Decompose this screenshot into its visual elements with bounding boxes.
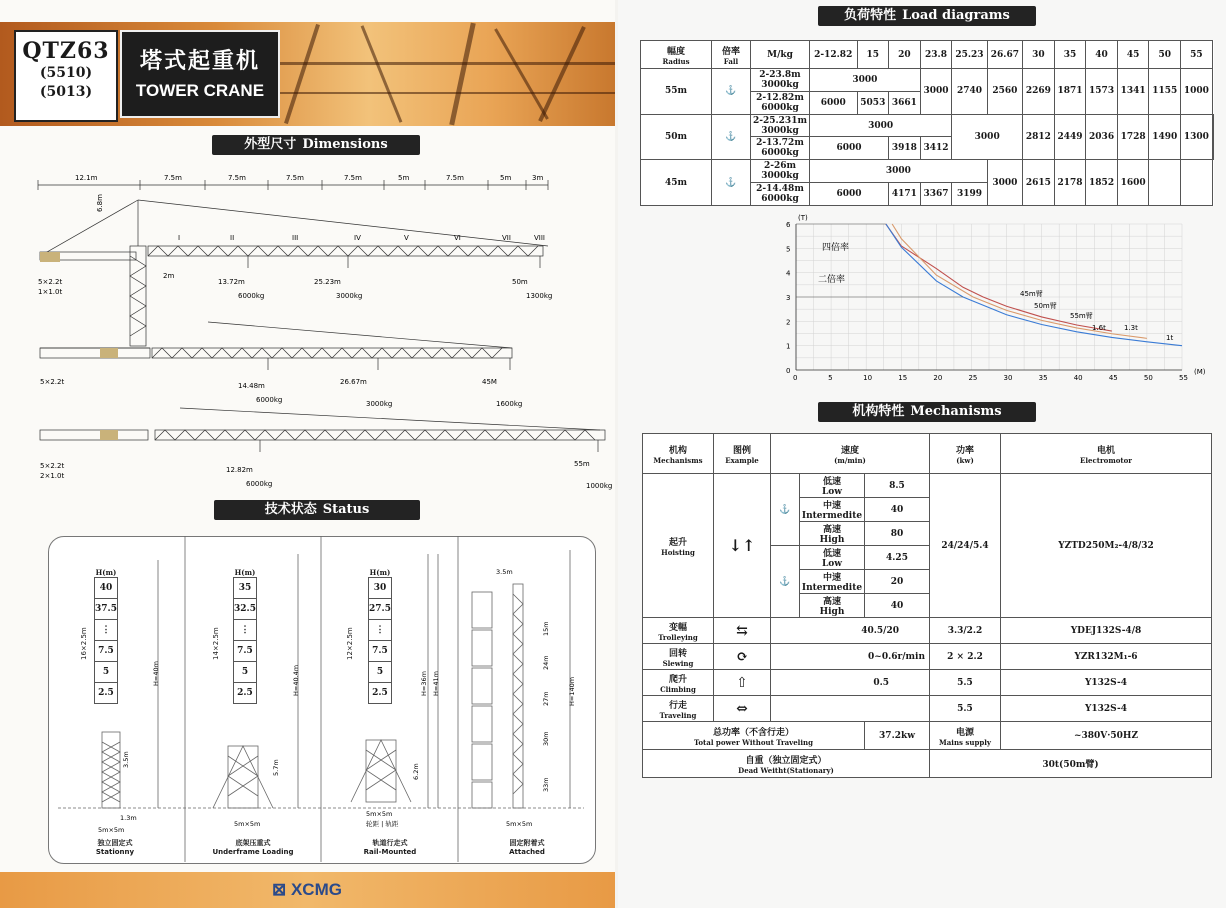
status-label-4-en: Attached — [509, 848, 545, 856]
lh-c2: 20 — [889, 41, 921, 69]
x-tick-label: 40 — [1073, 374, 1083, 382]
r45-c3: 3199 — [952, 183, 987, 206]
r55-b2: 6000kg — [761, 102, 799, 113]
jib45-ballast2: 2×1.0t — [40, 472, 65, 480]
y-tick-label: 1 — [786, 342, 791, 351]
hoist-en: Hoisting — [661, 547, 695, 557]
climb-speed: 0.5 — [771, 670, 930, 696]
status-label-4-cn: 固定附着式 — [509, 839, 545, 847]
s2v3: 7.5 — [234, 641, 257, 662]
s1v4: 5 — [95, 662, 118, 683]
travel-cn: 行走 — [668, 700, 687, 711]
status-header-en: Status — [322, 502, 370, 517]
status-col3-base: 5m×5m — [366, 810, 393, 818]
lh-f-cn: 倍率 — [721, 46, 740, 57]
lh-r-en: Radius — [662, 56, 690, 66]
total-v: 37.2kw — [865, 722, 930, 750]
weight-cn: 自重（独立固定式） — [745, 755, 827, 766]
sp3-v: 4.25 — [865, 546, 930, 570]
slew-motor: YZR132M₁-6 — [1001, 644, 1212, 670]
y-tick-label: 3 — [786, 294, 791, 302]
y-tick-label: 5 — [786, 245, 791, 254]
model-variant-1: (5510) — [39, 65, 93, 81]
status-col3-h2: H=41m — [432, 671, 440, 696]
lh-r-cn: 幅度 — [666, 46, 685, 57]
dimensions-drawing — [0, 160, 615, 500]
status-col4-top: 3.5m — [496, 568, 513, 576]
sp2-v: 80 — [865, 522, 930, 546]
status-col4-seg1: 15m — [542, 621, 550, 636]
s3v3: 7.5 — [369, 641, 392, 662]
x-tick-label: 30 — [1003, 374, 1013, 382]
s3v0: 30 — [369, 578, 392, 599]
fall-icon-hook: ⚓ — [712, 69, 751, 115]
s1v5: 2.5 — [95, 683, 118, 704]
y-tick-label: 4 — [786, 269, 791, 278]
fall-icon-hook: ⚓ — [712, 160, 751, 206]
r50-b: 2-13.72m — [756, 138, 804, 149]
mh-pw-en: (kw) — [956, 455, 974, 465]
title-cn: 塔式起重机 — [139, 49, 260, 74]
status-col3-side: 12×2.5m — [346, 627, 354, 660]
status-label-2 — [185, 838, 321, 856]
status-label-2-en: Underframe Loading — [212, 848, 294, 856]
x-tick-label: 20 — [933, 374, 943, 382]
jib45-pt1kg: 6000kg — [246, 480, 273, 488]
load-chart — [770, 212, 1220, 392]
slew-en: Slewing — [662, 658, 694, 668]
status-col1-below: 1.3m — [120, 814, 137, 822]
model-badge — [14, 30, 118, 122]
lh-mk: M/kg — [751, 41, 810, 69]
roman-4: IV — [354, 234, 361, 242]
status-col1-hm: H(m) — [95, 568, 117, 577]
annot-1-6t: 1.6t — [1092, 324, 1106, 332]
r50-c1: 3918 — [889, 137, 921, 160]
x-tick-label: 15 — [898, 374, 908, 382]
roman-3: III — [292, 234, 299, 242]
r55-t0: 3000 — [920, 69, 952, 115]
status-col4-seg4: 30m — [542, 731, 550, 746]
mech-table — [642, 433, 1212, 778]
annot-50m: 50m臂 — [1034, 302, 1057, 310]
r45-c2: 3367 — [920, 183, 952, 206]
status-col3-hm: H(m) — [369, 568, 391, 577]
sp1-v: 40 — [865, 498, 930, 522]
r55-a: 2-23.8m — [759, 69, 801, 80]
r45-t2: 2178 — [1054, 160, 1086, 206]
status-header-cn: 技术状态 — [264, 502, 317, 517]
x-tick-label: 10 — [863, 374, 873, 382]
jib55-pt3kg: 1300kg — [526, 292, 553, 300]
dimensions-header-cn: 外型尺寸 — [244, 137, 297, 152]
brand-logo-text: XCMG — [290, 880, 342, 899]
status-col3-gauge: 轮距 | 轨距 — [366, 820, 399, 828]
r55-a2: 3000kg — [761, 79, 799, 90]
dimensions-header — [212, 135, 420, 155]
trolley-icon: ⇆ — [714, 618, 771, 644]
span-3: 7.5m — [228, 174, 246, 182]
r50-t0: 3000 — [952, 114, 1023, 160]
sup-v: ~380V·50HZ — [1001, 722, 1212, 750]
slew-speed: 0~0.6r/min — [771, 644, 930, 670]
s2v0: 35 — [234, 578, 257, 599]
status-col4-seg2: 24m — [542, 655, 550, 670]
x-tick-label: 0 — [793, 374, 798, 382]
hoist-motor: YZTD250M₂-4/8/32 — [1001, 474, 1212, 618]
chart-xlabel: (M) — [1194, 368, 1206, 376]
r55-c1: 5053 — [857, 91, 889, 114]
lh-c11: 55 — [1181, 41, 1213, 69]
r50-t2: 2449 — [1054, 114, 1086, 160]
r45-t3: 1852 — [1086, 160, 1118, 206]
r45-3000: 3000 — [810, 160, 988, 183]
span-1: 12.1m — [75, 174, 98, 182]
x-tick-label: 25 — [968, 374, 978, 382]
troll-cn: 变幅 — [668, 622, 687, 633]
hook-icon: ⚓ — [771, 474, 800, 546]
r50-t1: 2812 — [1023, 114, 1055, 160]
troll-motor: YDEJ132S-4/8 — [1001, 618, 1212, 644]
status-col4-h: H=140m — [568, 676, 576, 706]
span-5: 7.5m — [344, 174, 362, 182]
travel-icon: ⇔ — [714, 696, 771, 722]
jib55-pt1: 13.72m — [218, 278, 245, 286]
status-col4-seg3: 27m — [542, 691, 550, 706]
hoist-cn: 起升 — [668, 537, 687, 548]
jib45-pt3: 55m — [574, 460, 590, 468]
r55-c2: 3661 — [889, 91, 921, 114]
annot-1t: 1t — [1166, 334, 1174, 342]
s2v1: 32.5 — [234, 599, 257, 620]
mh-en: Mechanisms — [653, 455, 703, 465]
sp4-cn: 中速 — [822, 573, 841, 583]
r50-3000: 3000 — [810, 114, 952, 137]
s3v2: ⋮ — [369, 620, 392, 641]
r45-c1: 4171 — [889, 183, 921, 206]
load-header — [818, 6, 1036, 26]
r45-a2: 3000kg — [761, 171, 799, 182]
sp5-v: 40 — [865, 594, 930, 618]
row-55m: 55m — [641, 69, 712, 115]
r50-t5: 1490 — [1149, 114, 1181, 160]
lh-c10: 50 — [1149, 41, 1181, 69]
roman-2: II — [230, 234, 235, 242]
r45-t1: 2615 — [1023, 160, 1055, 206]
troll-power: 3.3/2.2 — [930, 618, 1001, 644]
status-col3-seg: 6.2m — [412, 763, 420, 780]
dimensions-header-en: Dimensions — [302, 137, 388, 152]
roman-8: VIII — [534, 234, 545, 242]
r50-t4: 1728 — [1117, 114, 1149, 160]
s1v3: 7.5 — [95, 641, 118, 662]
r55-6000: 6000 — [810, 91, 858, 114]
r50-6000: 6000 — [810, 137, 889, 160]
r45-t0: 3000 — [987, 160, 1022, 206]
fall-icon-hook: ⚓ — [712, 114, 751, 160]
span-8: 5m — [500, 174, 512, 182]
lh-c8: 40 — [1086, 41, 1118, 69]
jib50-pt2: 26.67m — [340, 378, 367, 386]
r55-3000: 3000 — [810, 69, 921, 92]
weight-v: 30t(50m臂) — [930, 750, 1212, 778]
r50-b2: 6000kg — [761, 148, 799, 159]
status-label-1-en: Stationny — [95, 848, 135, 856]
status-col3-h: H=36m — [420, 671, 428, 696]
mech-header-en: Mechanisms — [910, 404, 1002, 419]
status-col2-base: 5m×5m — [234, 820, 261, 828]
load-table — [640, 40, 1214, 206]
annot-45m: 45m臂 — [1020, 290, 1043, 298]
climb-icon: ⇧ — [714, 670, 771, 696]
r45-b: 2-14.48m — [756, 184, 804, 195]
jib45-pt3kg: 1000kg — [586, 482, 613, 490]
sp1-cn: 中速 — [822, 501, 841, 511]
status-col2-h: H=40.4m — [292, 664, 300, 696]
mech-header — [818, 402, 1036, 422]
s2v5: 2.5 — [234, 683, 257, 704]
slew-cn: 回转 — [668, 648, 687, 659]
travel-en: Traveling — [659, 710, 697, 720]
sp3-cn: 低速 — [822, 549, 841, 559]
sp0-en: Low — [821, 487, 843, 497]
roman-1: I — [178, 234, 181, 242]
mh-pw-cn: 功率 — [955, 445, 974, 456]
status-col1-side: 16×2.5m — [80, 627, 88, 660]
status-col2-hm: H(m) — [234, 568, 256, 577]
lh-c1: 15 — [857, 41, 889, 69]
hoist-power: 24/24/5.4 — [930, 474, 1001, 618]
sp1-en: Intermedite — [801, 511, 863, 521]
jib50-pt3kg: 1600kg — [496, 400, 523, 408]
r55-t7: 1155 — [1149, 69, 1181, 115]
annot-4fall: 四倍率 — [822, 243, 850, 253]
jib55-height: 6.8m — [96, 194, 104, 212]
s3v4: 5 — [369, 662, 392, 683]
status-label-1-cn: 独立固定式 — [97, 839, 133, 847]
mh-mo-en: Electromotor — [1080, 455, 1132, 465]
r55-t6: 1341 — [1117, 69, 1149, 115]
r50-a: 2-25.231m — [753, 115, 807, 126]
r55-t4: 1871 — [1054, 69, 1086, 115]
slew-power: 2 × 2.2 — [930, 644, 1001, 670]
r55-t5: 1573 — [1086, 69, 1118, 115]
title-en: TOWER CRANE — [135, 81, 265, 100]
r45-b2: 6000kg — [761, 194, 799, 205]
sp4-v: 20 — [865, 570, 930, 594]
status-col1-base: 5m×5m — [98, 826, 125, 834]
r55-t8: 1000 — [1181, 69, 1213, 115]
sp0-cn: 低速 — [822, 477, 841, 487]
lh-c0: 2-12.82 — [810, 41, 858, 69]
troll-speed: 40.5/20 — [771, 618, 930, 644]
jib50-ballast: 5×2.2t — [40, 378, 65, 386]
climb-en: Climbing — [660, 684, 696, 694]
s3v1: 27.5 — [369, 599, 392, 620]
jib50-pt1kg: 6000kg — [256, 396, 283, 404]
mh-ex-en: Example — [725, 455, 759, 465]
y-tick-label: 6 — [786, 221, 791, 229]
annot-55m: 55m臂 — [1070, 312, 1093, 320]
jib50-pt1: 14.48m — [238, 382, 265, 390]
status-label-3-cn: 轨道行走式 — [372, 839, 408, 847]
x-tick-label: 45 — [1108, 374, 1118, 382]
weight-en: Dead Weitht(Stationary) — [738, 765, 834, 775]
r50-c2: 3412 — [920, 137, 952, 160]
sp4-en: Intermedite — [801, 583, 863, 593]
brand-logo: ⊠ XCMG — [272, 880, 342, 899]
s2v2: ⋮ — [234, 620, 257, 641]
status-label-1 — [60, 838, 170, 856]
r50-t3: 2036 — [1086, 114, 1118, 160]
travel-motor: Y132S-4 — [1001, 696, 1212, 722]
status-drawing — [48, 536, 594, 862]
mh-sp-en: (m/min) — [834, 455, 866, 465]
jib55-pt1kg: 6000kg — [238, 292, 265, 300]
sp0-v: 8.5 — [865, 474, 930, 498]
lh-f-en: Fall — [723, 56, 739, 66]
r45-6000: 6000 — [810, 183, 889, 206]
jib55-offset: 2m — [163, 272, 175, 280]
sp3-en: Low — [821, 559, 843, 569]
climb-power: 5.5 — [930, 670, 1001, 696]
mh-cn: 机构 — [668, 445, 687, 456]
sp5-en: High — [819, 607, 845, 617]
status-col4-base: 5m×5m — [506, 820, 533, 828]
s3v5: 2.5 — [369, 683, 392, 704]
span-9: 3m — [532, 174, 544, 182]
climb-cn: 爬升 — [668, 674, 687, 685]
status-label-3-en: Rail-Mounted — [363, 848, 417, 856]
span-7: 7.5m — [446, 174, 464, 182]
troll-en: Trolleying — [658, 632, 698, 642]
mh-mo-cn: 电机 — [1096, 445, 1115, 456]
r50-a2: 3000kg — [761, 125, 799, 136]
climb-motor: Y132S-4 — [1001, 670, 1212, 696]
lh-c7: 35 — [1054, 41, 1086, 69]
jib45-pt1: 12.82m — [226, 466, 253, 474]
total-en: Total power Without Traveling — [693, 737, 813, 747]
span-2: 7.5m — [164, 174, 182, 182]
jib55-ballast: 5×2.2t — [38, 278, 63, 286]
status-header — [214, 500, 420, 520]
r45-t4: 1600 — [1117, 160, 1149, 206]
s1v0: 40 — [95, 578, 118, 599]
roman-6: VI — [454, 234, 461, 242]
y-tick-label: 0 — [786, 367, 791, 375]
status-col2-seg: 5.7m — [272, 759, 280, 776]
row-50m: 50m — [641, 114, 712, 160]
hook-icon: ⚓ — [771, 546, 800, 618]
sup-en: Mains supply — [939, 737, 991, 747]
s2v4: 5 — [234, 662, 257, 683]
annot-2fall: 二倍率 — [818, 275, 846, 285]
r55-b: 2-12.82m — [756, 92, 804, 103]
x-tick-label: 55 — [1179, 374, 1188, 382]
model-variant-2: (5013) — [39, 84, 93, 100]
status-label-4 — [460, 838, 594, 856]
jib55-ballast2: 1×1.0t — [38, 288, 63, 296]
lh-c6: 30 — [1023, 41, 1055, 69]
load-header-en: Load diagrams — [902, 8, 1010, 23]
roman-5: V — [404, 234, 409, 242]
sup-cn: 电源 — [955, 727, 974, 738]
sp2-cn: 高速 — [822, 525, 841, 535]
slew-icon: ⟳ — [714, 644, 771, 670]
r55-t1: 2740 — [952, 69, 987, 115]
status-col2-table — [233, 568, 257, 704]
jib55-pt2kg: 3000kg — [336, 292, 363, 300]
jib55-pt2: 25.23m — [314, 278, 341, 286]
status-label-2-cn: 底架压重式 — [235, 839, 271, 847]
lh-c4: 25.23 — [952, 41, 987, 69]
r55-t2: 2560 — [987, 69, 1022, 115]
r55-t3: 2269 — [1023, 69, 1055, 115]
jib55-pt3: 50m — [512, 278, 528, 286]
travel-power: 5.5 — [930, 696, 1001, 722]
status-col1-table — [94, 568, 118, 704]
x-tick-label: 5 — [828, 374, 833, 382]
mh-ex-cn: 图例 — [732, 445, 751, 456]
hoist-arrows-icon: ↓↑ — [714, 474, 771, 618]
product-title — [120, 30, 280, 118]
lh-c5: 26.67 — [987, 41, 1022, 69]
x-tick-label: 35 — [1038, 374, 1048, 382]
jib50-pt3: 45M — [482, 378, 497, 386]
mh-sp-cn: 速度 — [840, 445, 859, 456]
span-6: 5m — [398, 174, 410, 182]
annot-1-3t: 1.3t — [1124, 324, 1138, 332]
mech-header-cn: 机构特性 — [852, 404, 905, 419]
x-tick-label: 50 — [1143, 374, 1153, 382]
status-col1-seg: 3.5m — [122, 751, 130, 768]
status-col1-h: H=40m — [152, 661, 160, 686]
chart-ylabel: (T) — [798, 214, 808, 222]
status-label-3 — [322, 838, 458, 856]
total-cn: 总功率（不含行走） — [712, 727, 794, 738]
sp2-en: High — [819, 535, 845, 545]
lh-c9: 45 — [1117, 41, 1149, 69]
model-name: QTZ63 — [22, 38, 110, 64]
r45-a: 2-26m — [763, 161, 797, 172]
span-4: 7.5m — [286, 174, 304, 182]
row-45m: 45m — [641, 160, 712, 206]
sp5-cn: 高速 — [822, 597, 841, 607]
s1v2: ⋮ — [95, 620, 118, 641]
s1v1: 37.5 — [95, 599, 118, 620]
roman-7: VII — [502, 234, 511, 242]
lh-c3: 23.8 — [920, 41, 952, 69]
status-col2-side: 14×2.5m — [212, 627, 220, 660]
status-col3-table — [368, 568, 392, 704]
status-col4-seg5: 33m — [542, 777, 550, 792]
load-header-cn: 负荷特性 — [844, 8, 897, 23]
jib50-pt2kg: 3000kg — [366, 400, 393, 408]
jib45-ballast: 5×2.2t — [40, 462, 65, 470]
y-tick-label: 2 — [786, 318, 791, 327]
r50-t6: 1300 — [1181, 114, 1213, 160]
